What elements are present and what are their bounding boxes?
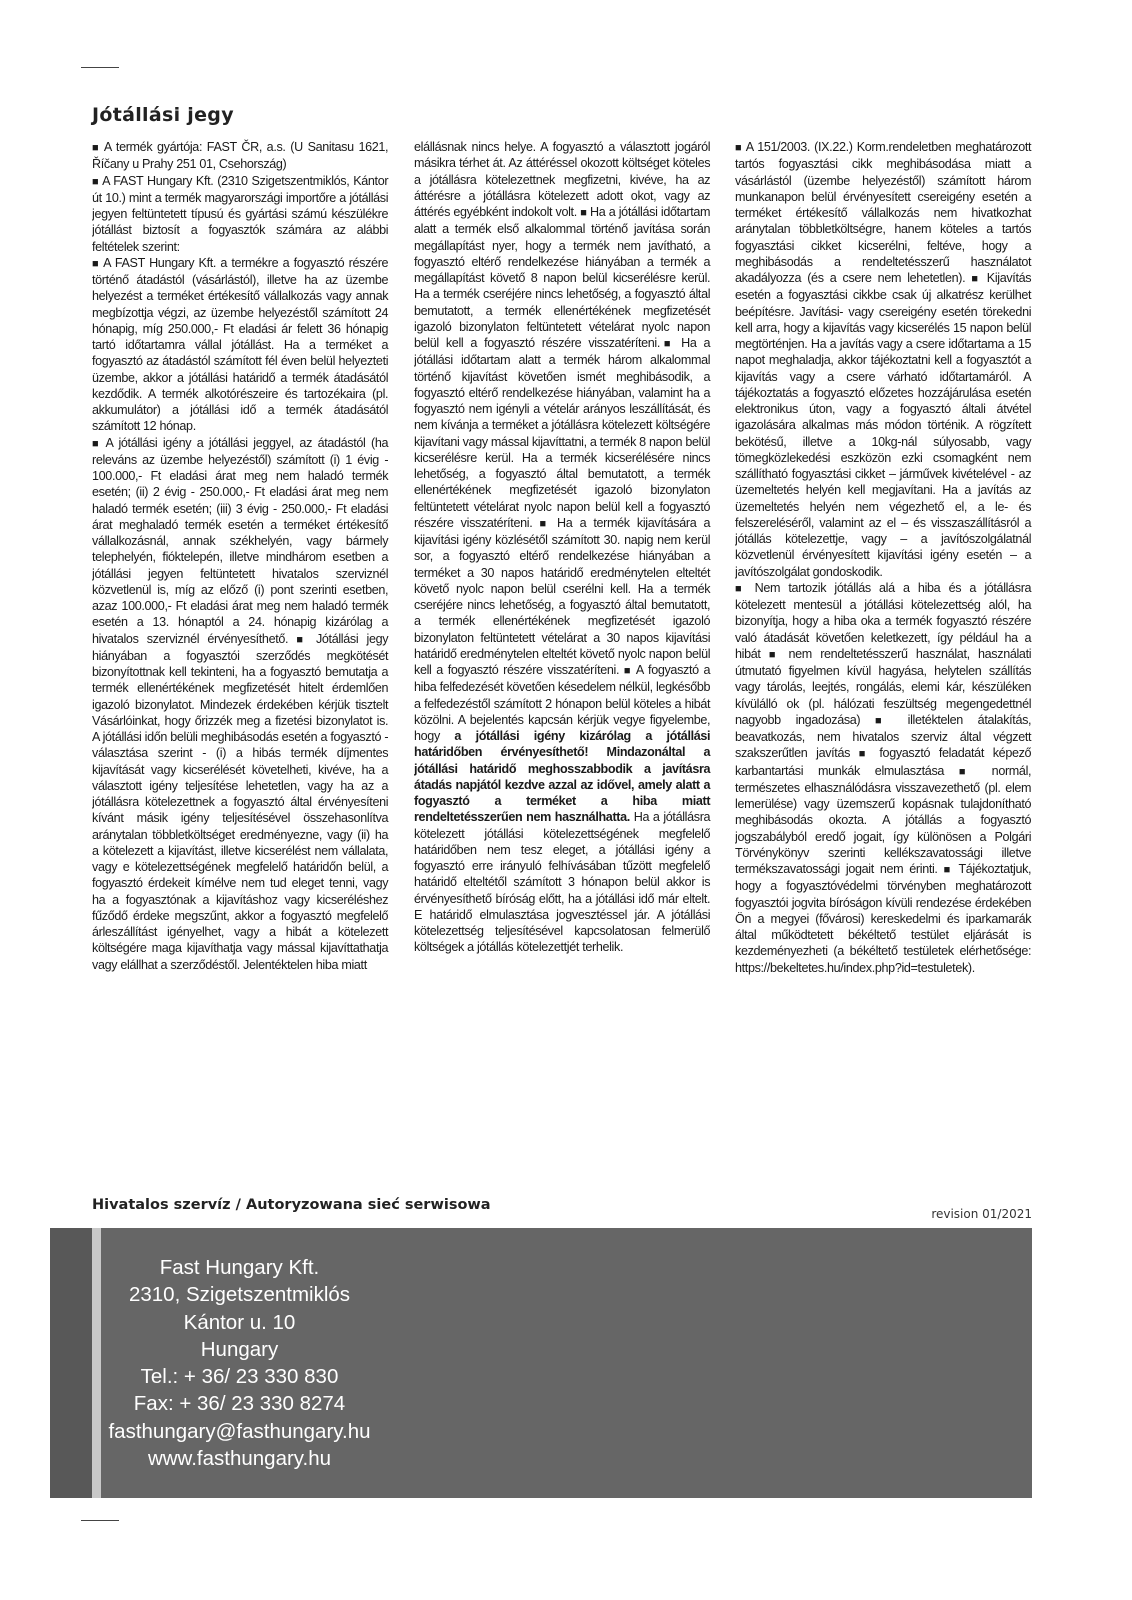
- address-fax: Fax: + 36/ 23 330 8274: [133, 1392, 346, 1416]
- address-country: Hungary: [200, 1337, 279, 1361]
- address-phone: Tel.: + 36/ 23 330 830: [140, 1365, 339, 1389]
- warranty-text-columns: [92, 139, 1033, 1175]
- paragraph: ■ A FAST Hungary Kft. (2310 Szigetszentmiklós, Kántor út 10.) mint a termék magyarországi importőre a jótállási jegyen feltüntetett típusú és gyártási számú készülékre jótállást biztosít a fogyasztók számára az alábbi feltételek szerint:: [92, 173, 389, 254]
- address-company: Fast Hungary Kft.: [159, 1256, 320, 1279]
- bottom-crop-rule: [81, 1520, 119, 1521]
- top-crop-rule: [81, 67, 119, 68]
- text-column-3: [735, 139, 1031, 1175]
- address-city: 2310, Szigetszentmiklós: [128, 1283, 351, 1307]
- service-address: [97, 1254, 382, 1472]
- page-title: Jótállási jegy: [92, 104, 234, 126]
- text-column-1: [92, 139, 388, 1175]
- paragraph: ■ A FAST Hungary Kft. a termékre a fogyasztó részére történő átadástól (vásárlástól), illetve ha az üzembe helyezést a terméket értékesítő vállalkozás vagy annak megbízottja végzi, az üzembe helyezéstől számított 24 hónapig, míg 250.000,- Ft eladási ár felett 36 hónapig tartó időtartamra vállal jótállást. Ha a terméket a fogyasztó az átadástól számított fél éven belül helyezteti üzembe, akkor a jótállási határidő a termék átadásától kezdődik. A termék alkotórészeire és tartozékaira (pl. akkumulátor) a jótállási idő a termék átadásától számított 12 hónap.: [92, 255, 389, 434]
- paragraph: ■ A jótállási igény a jótállási jeggyel, az átadástól (ha releváns az üzembe helyezéstől) számított (i) 1 évig - 100.000,- Ft eladási árat meg nem haladó termék esetén; (ii) 2 évig - 250.000,- Ft eladási árat meg nem haladó termék esetén; (iii) 3 évig - 250.000,- Ft eladási árat meghaladó termék esetén a terméket értékesítő vállalkozásnál, annak székhelyén, vagy bármely telephelyén, fióktelepén, illetve mindhárom esetben a jótállási jegyen feltüntetett hivatalos szerviznél közvetlenül is, míg az előző (i) pont szerinti esetben, azaz 100.000,- Ft eladási árat meg nem haladó termék esetén a 13. hónaptól a 24. hónapig kizárólag a hivatalos szerviznél érvényesíthető. ■ Jótállási jegy hiányában a fogyasztói szerződés megkötését bizonyítottnak kell tekinteni, ha a fogyasztó bemutatja a termék ellenértékének megfizetését hitelt érdemlően igazoló bizonylatot. Mindezek érdekében kérjük tisztelt Vásárlóinkat, hogy őrizzék meg a fizetési bizonylatot is. A jótállási időn belüli meghibásodás esetén a fogyasztó - választása szerint - (i) a hibás termék díjmentes kijavítását vagy kicserélését követelheti, kivéve, ha a választott igény teljesítése lehetetlen, vagy ha az a jótállásra kötelezettnek a fogyasztó által érvényesíteni kívánt másik igény teljesítésével összehasonlítva aránytalan többletköltséget eredményezne, vagy (ii) ha a kötelezett a kijavítást, illetve kicserélést nem vállalata, vagy e kötelezettségének megfelelő határidőn belül, a fogyasztó érdekeit kímélve nem tud eleget tenni, vagy ha a fogyasztónak a kijavításhoz vagy kicseréléshez fűződő érdeke megszűnt, akkor a fogyasztó megfelelő árleszállítást igényelhet, vagy a hibát a kötelezett költségére maga kijavíthatja vagy mással kijavíttathatja vagy elállhat a szerződéstől. Jelentéktelen hiba miatt: [92, 435, 389, 972]
- address-website[interactable]: www.fasthungary.hu: [147, 1447, 332, 1471]
- paragraph: ■ A termék gyártója: FAST ČR, a.s. (U Sanitasu 1621, Říčany u Prahy 251 01, Csehország): [92, 140, 389, 172]
- paragraph: ■ Nem tartozik jótállás alá a hiba és a jótállásra kötelezett mentesül a jótállási kötelezettség alól, ha bizonyítja, hogy a hiba oka a termék fogyasztó részére való átadását követően keletkezett, így például ha a hibát ■ nem rendeltetésszerű használat, használati útmutató figyelmen kívül hagyása, helytelen szállítás vagy tárolás, leejtés, rongálás, elemi kár, készüléken kívülálló ok (pl. hálózati feszültség megengedettnél nagyobb ingadozása) ■ illetéktelen átalakítás, beavatkozás, nem hivatalos szerviz által végzett szakszerűtlen javítás ■ fogyasztó feladatát képező karbantartási munkák elmulasztása ■ normál, természetes elhasználódásra visszavezethető (pl. elem lemerülése) vagy üzemszerű kopásnak tulajdonítható meghibásodás okozta. A jótállás a fogyasztó jogszabályból eredő jogait, így különösen a Polgári Törvénykönyv szerinti kellékszavatossági illetve termékszavatossági jogait nem érinti. ■ Tájékoztatjuk, hogy a fogyasztóvédelmi törvényben meghatározott fogyasztói jogvita bíróságon kívüli rendezése érdekében Ön a megyei (fővárosi) kereskedelmi és iparkamarák által működtetett békéltető testület eljárását is kezdeményezheti (a békéltető testületek elérhetősége: https://bekeltetes.hu/index.php?id=testuletek).: [735, 580, 1032, 975]
- text-column-2: [414, 139, 710, 1175]
- service-section-title: Hivatalos szervíz / Autoryzowana sieć serwisowa: [92, 1197, 491, 1213]
- address-email[interactable]: fasthungary@fasthungary.hu: [108, 1419, 371, 1443]
- paragraph: ■ A 151/2003. (IX.22.) Korm.rendeletben meghatározott tartós fogyasztási cikk meghibásodása miatt a vásárlástól (üzembe helyezéstől) számított három munkanapon belül érvényesített csereigény esetén a terméket értékesítő vállalkozás nem hivatkozhat aránytalan többletköltségre, hanem köteles a tartós fogyasztási cikket kicserélni, feltéve, hogy a meghibásodás a rendeltetésszerű használatot akadályozza (és a csere nem lehetetlen). ■ Kijavítás esetén a fogyasztási cikkbe csak új alkatrész kerülhet beépítésre. Javítási- vagy csereigény esetén törekedni kell arra, hogy a kijavítás vagy kicserélés 15 napon belül megtörténjen. Ha a javítás vagy a csere időtartama a 15 napot meghaladja, akkor tájékoztatni kell a fogyasztót a kijavítás vagy a csere várható időtartamáról. A tájékoztatás a fogyasztó előzetes hozzájárulása esetén elektronikus úton, vagy a fogyasztó általi átvétel igazolására alkalmas más módon történik. A rögzített bekötésű, illetve a 10kg-nál súlyosabb, vagy tömegközlekedési eszközön ezki csomagként nem szállítható fogyasztási cikket – járművek kivételével - az üzemeltetés helyén kell megjavítani. Ha a javítás az üzemeltetés helyén nem végezhető el, a le- és felszereléséről, valamint az el – és visszaszállításról a jótállás kötelezettje, vagy – a javítószolgálatnál közvetlenül érvényesített kijavítási igény esetén – a javítószolgálat gondoskodik.: [735, 140, 1032, 579]
- paragraph: elállásnak nincs helye. A fogyasztó a választott jogáról másikra térhet át. Az áttéréssel okozott költséget köteles a jótállásra kötelezettnek megfizetni, kivéve, ha az áttérésre a jótállásra kötelezett adott okot, vagy az áttérés egyébként indokolt volt. ■ Ha a jótállási időtartam alatt a termék első alkalommal történő javítása során megállapítást nyer, hogy a termék nem javítható, a fogyasztó eltérő rendelkezése hiányában a termék a megállapítást követő 8 napon belül kicserélésre kerül. Ha a termék cseréjére nincs lehetőség, a fogyasztó által bemutatott, a termék ellenértékének megfizetését igazoló bizonylaton feltüntetett vételárat nyolc napon belül kell a fogyasztó részére visszatéríteni.■ Ha a jótállási időtartam alatt a termék három alkalommal történő kijavítást követően ismét meghibásodik, a fogyasztó eltérő rendelkezése hiányában, valamint ha a fogyasztó nem igényli a vételár arányos leszállítását, és nem kívánja a terméket a jótállásra kötelezett költségére kijavítani vagy mással kijavíttatni, a termék 8 napon belül kicserélésre kerül. Ha a termék kicserélésére nincs lehetőség, a fogyasztó által bemutatott, a termék ellenértékének megfizetését igazoló bizonylaton feltüntetett vételárat nyolc napon belül kell a fogyasztó részére visszatéríteni. ■ Ha a termék kijavítására a kijavítási igény közlésétől számított 30. napig nem kerül sor, a fogyasztó eltérő rendelkezése hiányában a terméket a 30 napos határidő eredménytelen elteltét követő nyolc napon belül cserélni kell. Ha a termék cseréjére nincs lehetőség, a fogyasztó által bemutatott, a termék ellenértékének megfizetését igazoló bizonylaton feltüntetett vételárat a 30 napos kijavítási határidő eredménytelen elteltét követő nyolc napon belül kell a fogyasztó részére visszatéríteni. ■ A fogyasztó a hiba felfedezését követően késedelem nélkül, legkésőbb a felfedezéstől számított 2 hónapon belül köteles a hibát közölni. A bejelentés kapcsán kérjük vegye figyelembe, hogy a jótállási igény kizárólag a jótállási határidőben érvényesíthető! Mindazonáltal a jótállási határidő meghosszabbodik a javításra átadás napjától kezdve azzal az idővel, amely alatt a fogyasztó a terméket a hiba miatt rendeltetésszerűen nem használhatta. Ha a jótállásra kötelezett jótállási kötelezettségének megfelelő határidőben nem tesz eleget, a jótállási igény a fogyasztó erre irányuló felhívásában tűzött megfelelő határidő elteltétől számított 3 hónapon belül akkor is érvényesíthető bíróság előtt, ha a jótállási idő már eltelt. E határidő elmulasztása jogvesztéssel jár. A jótállási kötelezettség teljesítésével kapcsolatosan felmerülő költségek a jótállás kötelezettjét terhelik.: [413, 140, 710, 955]
- revision-label: revision 01/2021: [931, 1207, 1032, 1221]
- service-box-stripe: [50, 1228, 92, 1498]
- address-street: Kántor u. 10: [183, 1310, 296, 1334]
